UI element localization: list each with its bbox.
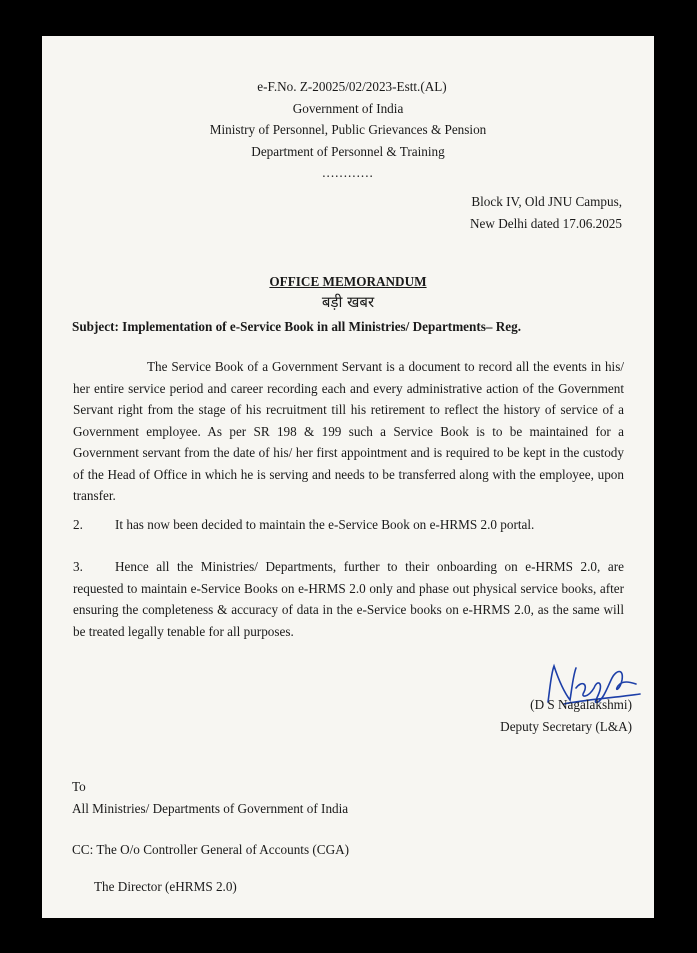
- cc-line: CC: The O/o Controller General of Accounts (CGA): [72, 842, 350, 857]
- cc-director: The Director (eHRMS 2.0): [94, 879, 237, 894]
- ministry-name: Ministry of Personnel, Public Grievances & Pension: [209, 122, 487, 137]
- paragraph-3-text: Hence all the Ministries/ Departments, further to their onboarding on e-HRMS 2.0, are requested to maintain e-Service Books on e-HRMS 2.0 only and phase out physical service books, after ensuring the completeness & accuracy of data in the e-Service books on e-HRMS 2.0, as the same will be treated legally tenable for all purposes.: [73, 559, 624, 639]
- department-name: Department of Personnel & Training: [251, 143, 445, 159]
- memo-title: OFFICE MEMORANDUM: [269, 274, 427, 289]
- hindi-heading: बड़ी खबर: [321, 293, 375, 311]
- signatory: [500, 694, 632, 737]
- paragraph-2-number: 2.: [73, 517, 83, 532]
- memorandum-page: [42, 36, 654, 918]
- office-address: [470, 191, 622, 234]
- paragraph-3-number: 3.: [73, 559, 83, 574]
- paragraph-2: [73, 514, 624, 536]
- signatory-designation: Deputy Secretary (L&A): [500, 718, 632, 734]
- address-line-2-date: New Delhi dated 17.06.2025: [470, 215, 622, 231]
- to-label: To: [72, 779, 86, 794]
- separator-dots: ............: [322, 165, 374, 180]
- address-line-1: Block IV, Old JNU Campus,: [471, 194, 622, 209]
- file-number: e-F.No. Z-20025/02/2023-Estt.(AL): [257, 79, 447, 94]
- paragraph-2-text: It has now been decided to maintain the e-Service Book on e-HRMS 2.0 portal.: [115, 517, 535, 532]
- paragraph-1: The Service Book of a Government Servant is a document to record all the events in his/ her entire service period and career recording each and every administrative action of the Government Servant right from the stage of his recruitment till his retirement to reflect the history of service of a Government employee. As per SR 198 & 199 such a Service Book is to be maintained for a Government servant from the date of his/ her first appointment and is required to be kept in the custody of the Head of Office in which he is serving and needs to be transferred along with the employee, upon transfer.: [73, 359, 624, 503]
- recipient-block: [72, 776, 348, 819]
- signatory-name: (D S Nagalakshmi): [530, 697, 632, 712]
- paragraph-3: [73, 556, 624, 642]
- subject-line: Subject: Implementation of e-Service Book in all Ministries/ Departments– Reg.: [72, 319, 522, 334]
- letterhead: [42, 76, 654, 184]
- to-recipient: All Ministries/ Departments of Government of India: [72, 800, 349, 816]
- government-name: Government of India: [292, 100, 404, 116]
